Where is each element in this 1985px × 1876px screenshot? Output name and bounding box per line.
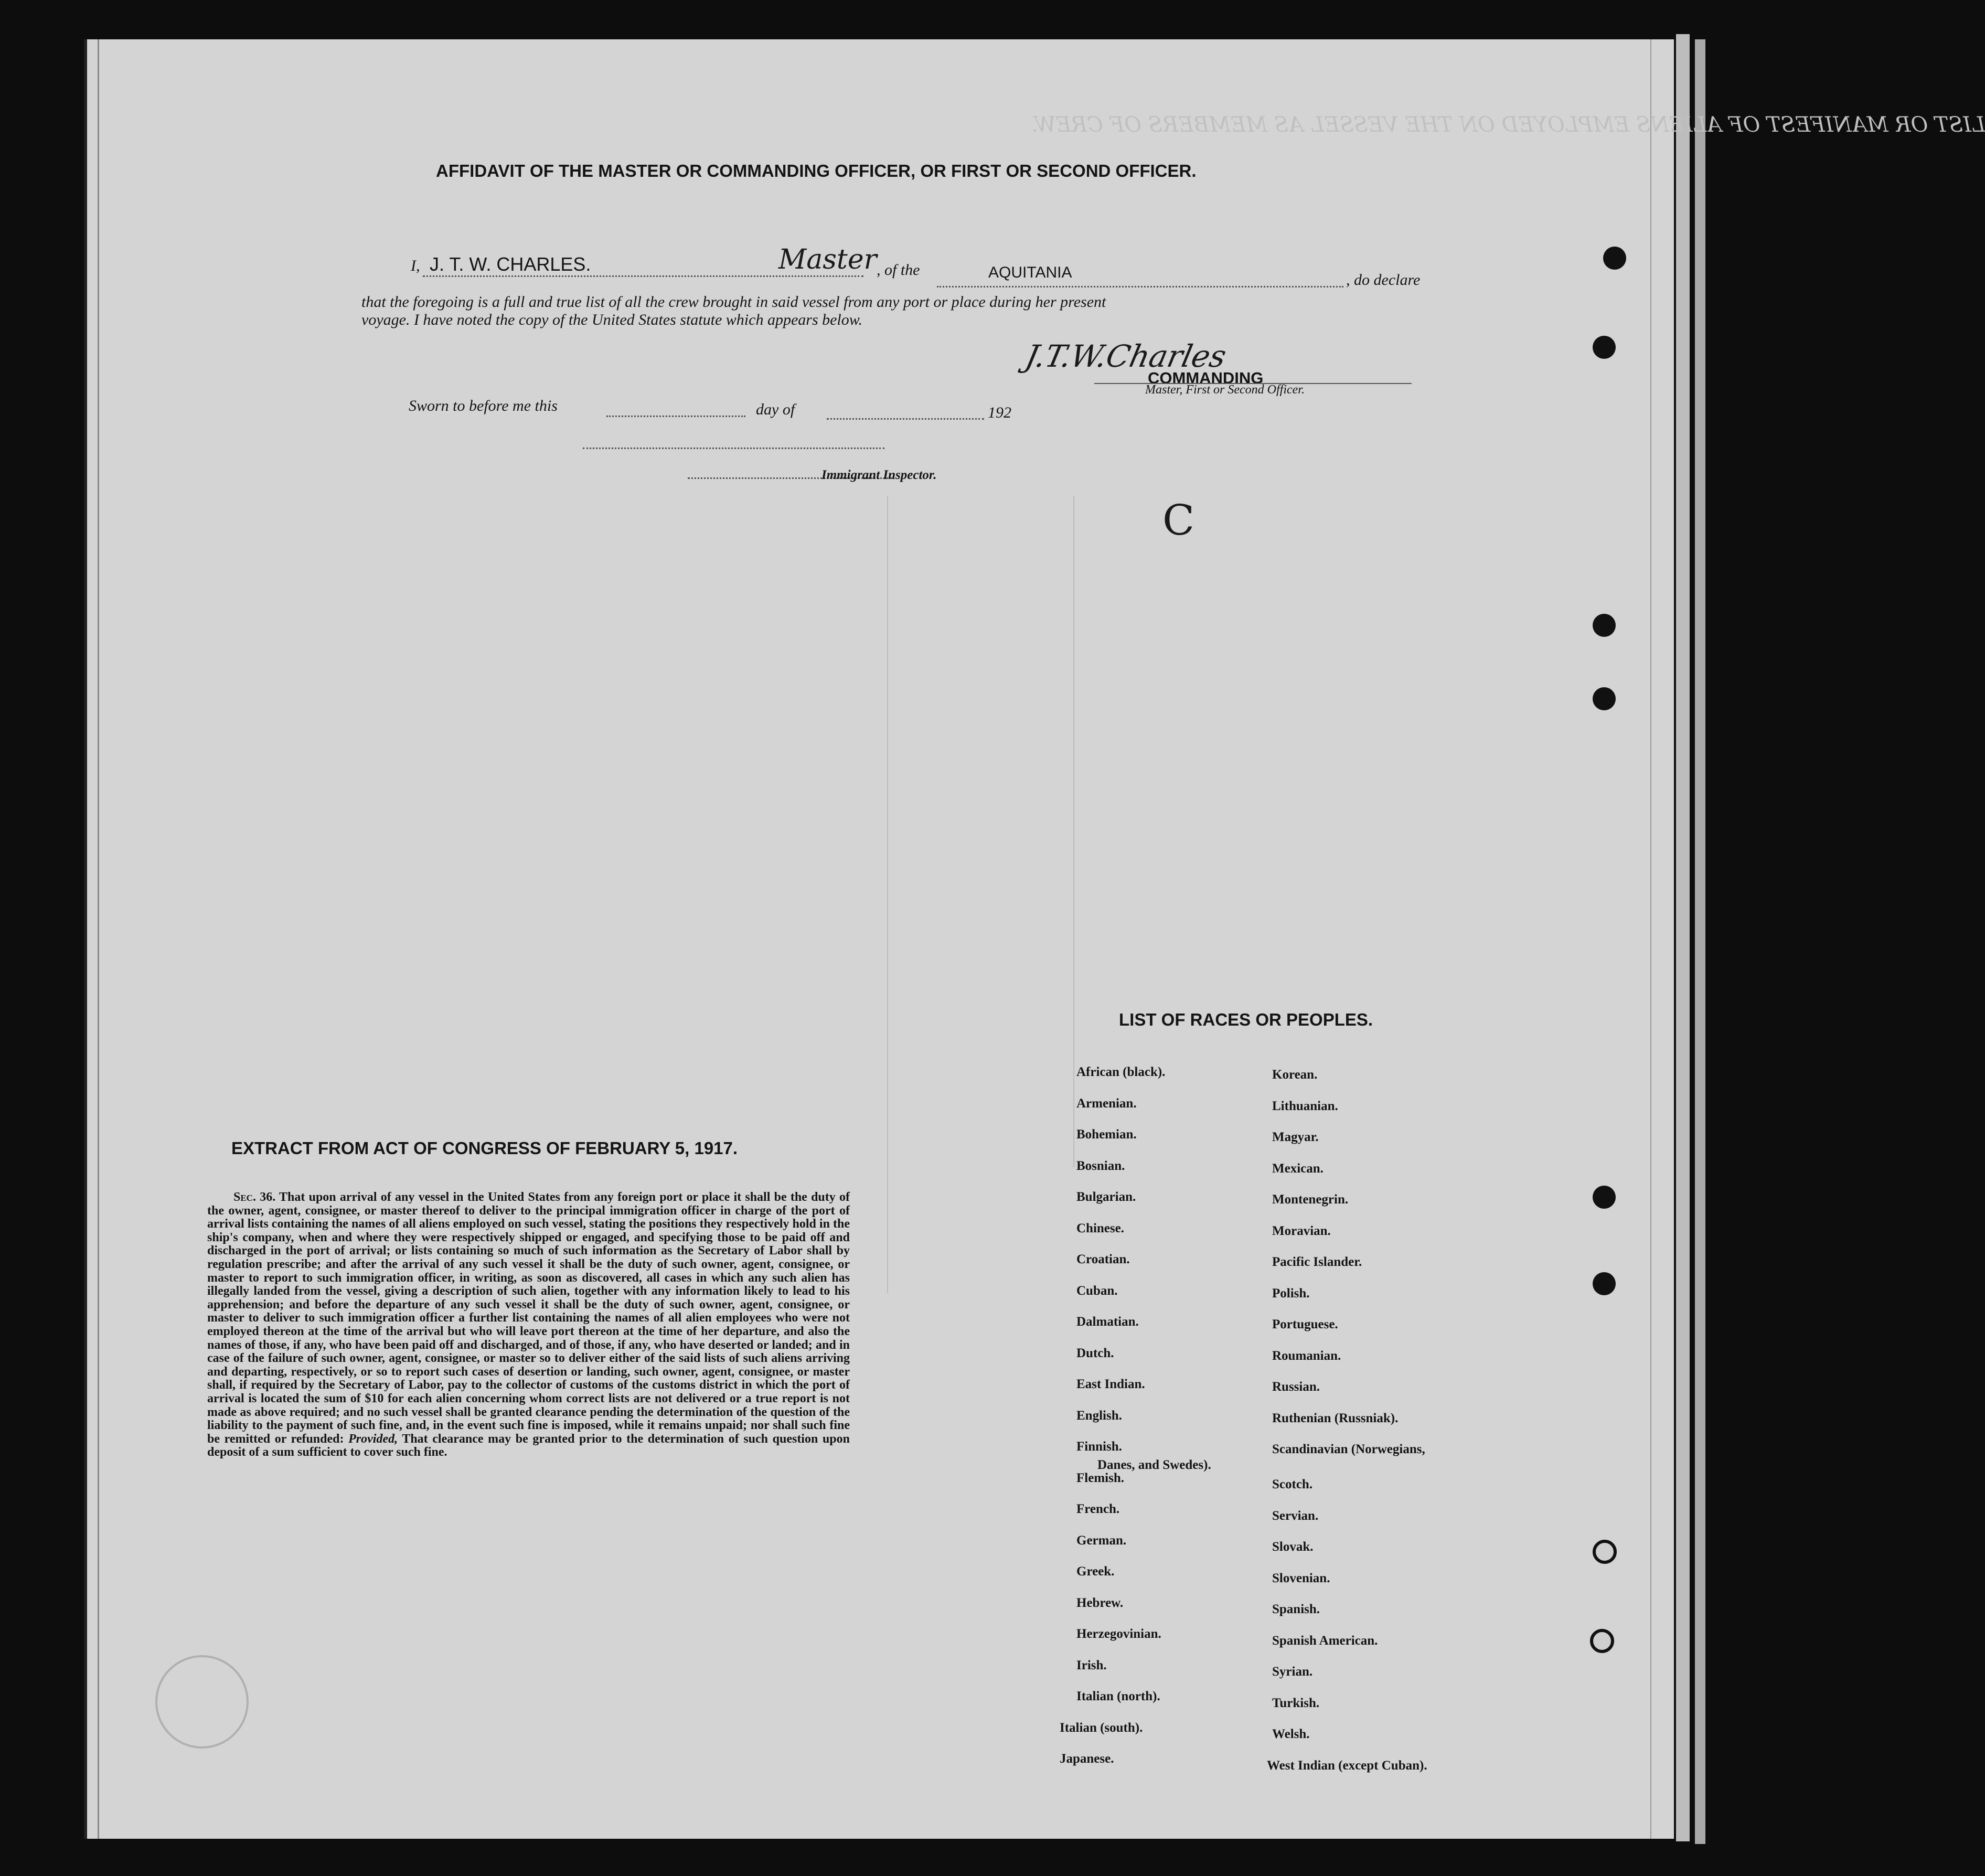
race-item: East Indian.: [1076, 1377, 1145, 1391]
race-item: Irish.: [1076, 1658, 1107, 1672]
race-item: Croatian.: [1076, 1252, 1130, 1266]
race-item: Japanese.: [1060, 1752, 1114, 1766]
race-item: Moravian.: [1272, 1223, 1331, 1238]
race-item: Russian.: [1272, 1380, 1320, 1394]
sworn-day-line: [606, 415, 745, 417]
race-item: Servian.: [1272, 1508, 1319, 1523]
binder-hole: [1593, 1186, 1616, 1209]
race-item: Finnish.: [1076, 1440, 1122, 1454]
i-label: I,: [411, 257, 420, 274]
race-item: Turkish.: [1272, 1696, 1320, 1710]
race-item: Bosnian.: [1076, 1158, 1125, 1173]
race-item: Montenegrin.: [1272, 1192, 1349, 1207]
faded-received-stamp: [155, 1655, 249, 1749]
vessel-name: AQUITANIA: [988, 264, 1072, 281]
race-item: African (black).: [1076, 1065, 1166, 1079]
race-item: Greek.: [1076, 1564, 1115, 1579]
race-item: Dutch.: [1076, 1346, 1114, 1360]
provided-word: Provided,: [348, 1432, 398, 1446]
race-item: Danes, and Swedes).: [1097, 1458, 1211, 1472]
name-line: [423, 275, 863, 277]
master-signature: J.T.W.Charles: [1022, 338, 1230, 374]
race-item: Cuban.: [1076, 1283, 1118, 1298]
statement-line-2: voyage. I have noted the copy of the United States statute which appears below.: [361, 311, 863, 328]
page-edge-strip: [1676, 34, 1690, 1841]
extract-body: [207, 1191, 850, 1459]
race-item: Flemish.: [1076, 1470, 1124, 1485]
page-edge-strip: [1695, 39, 1705, 1844]
binder-hole: [1593, 1540, 1617, 1564]
race-item: Slovenian.: [1272, 1571, 1330, 1585]
race-item: Scandinavian (Norwegians,: [1272, 1442, 1425, 1456]
year-prefix: 192: [988, 404, 1011, 421]
race-item: English.: [1076, 1408, 1122, 1423]
inspector-line-1: [583, 447, 884, 449]
race-item: German.: [1076, 1533, 1127, 1548]
inspector-caption: Immigrant Inspector.: [821, 468, 937, 482]
bleed-through-header: LIST OR MANIFEST OF ALIENS EMPLOYED ON THE VESSEL AS MEMBERS OF CREW.: [1031, 113, 1985, 137]
race-item: Hebrew.: [1076, 1595, 1124, 1610]
race-item: Welsh.: [1272, 1727, 1310, 1741]
master-name: J. T. W. CHARLES.: [430, 253, 591, 275]
race-item: Scotch.: [1272, 1477, 1313, 1491]
race-item: Chinese.: [1076, 1221, 1124, 1235]
race-item: Italian (north).: [1076, 1689, 1160, 1703]
binder-hole: [1603, 247, 1626, 270]
race-item: West Indian (except Cuban).: [1267, 1758, 1427, 1773]
race-item: Portuguese.: [1272, 1317, 1338, 1331]
of-the-label: , of the: [877, 261, 920, 279]
race-item: Bulgarian.: [1076, 1190, 1136, 1204]
manifest-page: [84, 39, 1985, 1839]
extract-heading: EXTRACT FROM ACT OF CONGRESS OF FEBRUARY 5, 1917.: [231, 1138, 738, 1158]
left-margin-rule: [98, 39, 99, 1839]
binder-hole: [1590, 1629, 1614, 1653]
bleed-column-rule: [887, 496, 888, 1293]
statement-line-1: that the foregoing is a full and true list of all the crew brought in said vessel from any port or place during her present: [361, 293, 1106, 311]
races-heading: LIST OF RACES OR PEOPLES.: [1119, 1010, 1373, 1029]
do-declare-label: , do declare: [1346, 271, 1421, 289]
rank-handwritten: Master: [778, 244, 877, 275]
race-item: Polish.: [1272, 1286, 1310, 1301]
commanding-stamp: COMMANDING: [1148, 369, 1264, 387]
binder-hole: [1593, 614, 1616, 637]
extract-text: That upon arrival of any vessel in the United States from any foreign port or place it shall be the duty of the owner, agent, consignee, or master thereof to deliver to the principal immigration officer in charge of the port of arrival lists containing the names of all aliens employed on such vessel, stating the positions they respectively hold in the ship's company, when and where they were respectively shipped or engaged, and specifying those to be paid off and discharged in the port of arrival; or lists containing so much of such information as the Secretary of Labor shall by regulation prescribe; and after the arrival of any such vessel it shall be the duty of such owner, agent, consignee, or master to report to such immigration officer, in writing, as soon as discovered, all cases in which any such alien has illegally landed from the vessel, giving a description of such alien, together with any information likely to lead to his apprehension; and before the departure of any such vessel it shall be the duty of such owner, agent, consignee, or master to deliver to such immigration officer a further list containing the names of all alien employees who were not employed thereon at the time of the arrival but who will leave port thereon at the time of her departure, and also the names of those, if any, who have been paid off and discharged, and of those, if any, who have deserted or landed; and in case of the failure of such owner, agent, consignee, or master so to deliver either of the said lists of such aliens arriving and departing, respectively, or so to report such cases of desertion or landing, such owner, agent, consignee, or master shall, if required by the Secretary of Labor, pay to the collector of customs of the customs district in which the port of arrival is located the sum of $10 for each alien concerning whom correct lists are not delivered or a true report is not made as above required; and no such vessel shall be granted clearance pending the determination of the question of the liability to the payment of such fine, and, in the event such fine is imposed, while it remains unpaid; nor shall such fine be remitted or refunded:: [207, 1190, 850, 1446]
bleed-column-rule: [1073, 496, 1074, 1167]
race-item: Mexican.: [1272, 1161, 1324, 1176]
day-of-label: day of: [756, 401, 795, 418]
race-item: Ruthenian (Russniak).: [1272, 1411, 1399, 1425]
extract-text-continued: That clearance may be granted prior to the determination of such question upon deposit of a sum sufficient to cover such fine.: [207, 1432, 850, 1459]
binder-hole: [1593, 1272, 1616, 1295]
race-item: Magyar.: [1272, 1130, 1319, 1144]
vessel-line: [937, 286, 1343, 287]
right-margin-rule: [1650, 39, 1651, 1839]
binder-hole: [1593, 336, 1616, 359]
margin-mark: C: [1162, 496, 1195, 545]
sworn-label: Sworn to before me this: [409, 397, 558, 414]
sworn-month-line: [827, 418, 984, 420]
race-item: Dalmatian.: [1076, 1315, 1139, 1329]
race-item: Syrian.: [1272, 1665, 1313, 1679]
race-item: French.: [1076, 1502, 1120, 1516]
race-item: Korean.: [1272, 1068, 1318, 1082]
race-item: Slovak.: [1272, 1540, 1314, 1554]
race-item: Spanish American.: [1272, 1633, 1378, 1648]
race-item: Armenian.: [1076, 1096, 1137, 1111]
race-item: Herzegovinian.: [1076, 1627, 1161, 1641]
binder-hole: [1593, 687, 1616, 710]
signature-caption: Master, First or Second Officer.: [1145, 383, 1305, 397]
race-item: Pacific Islander.: [1272, 1255, 1362, 1269]
race-item: Spanish.: [1272, 1602, 1320, 1616]
section-label: Sec. 36.: [233, 1190, 276, 1204]
affidavit-heading: AFFIDAVIT OF THE MASTER OR COMMANDING OFFICER, OR FIRST OR SECOND OFFICER.: [436, 161, 1197, 180]
race-item: Bohemian.: [1076, 1127, 1137, 1142]
race-item: Lithuanian.: [1272, 1099, 1338, 1113]
race-item: Italian (south).: [1060, 1720, 1143, 1735]
race-item: Roumanian.: [1272, 1348, 1341, 1363]
